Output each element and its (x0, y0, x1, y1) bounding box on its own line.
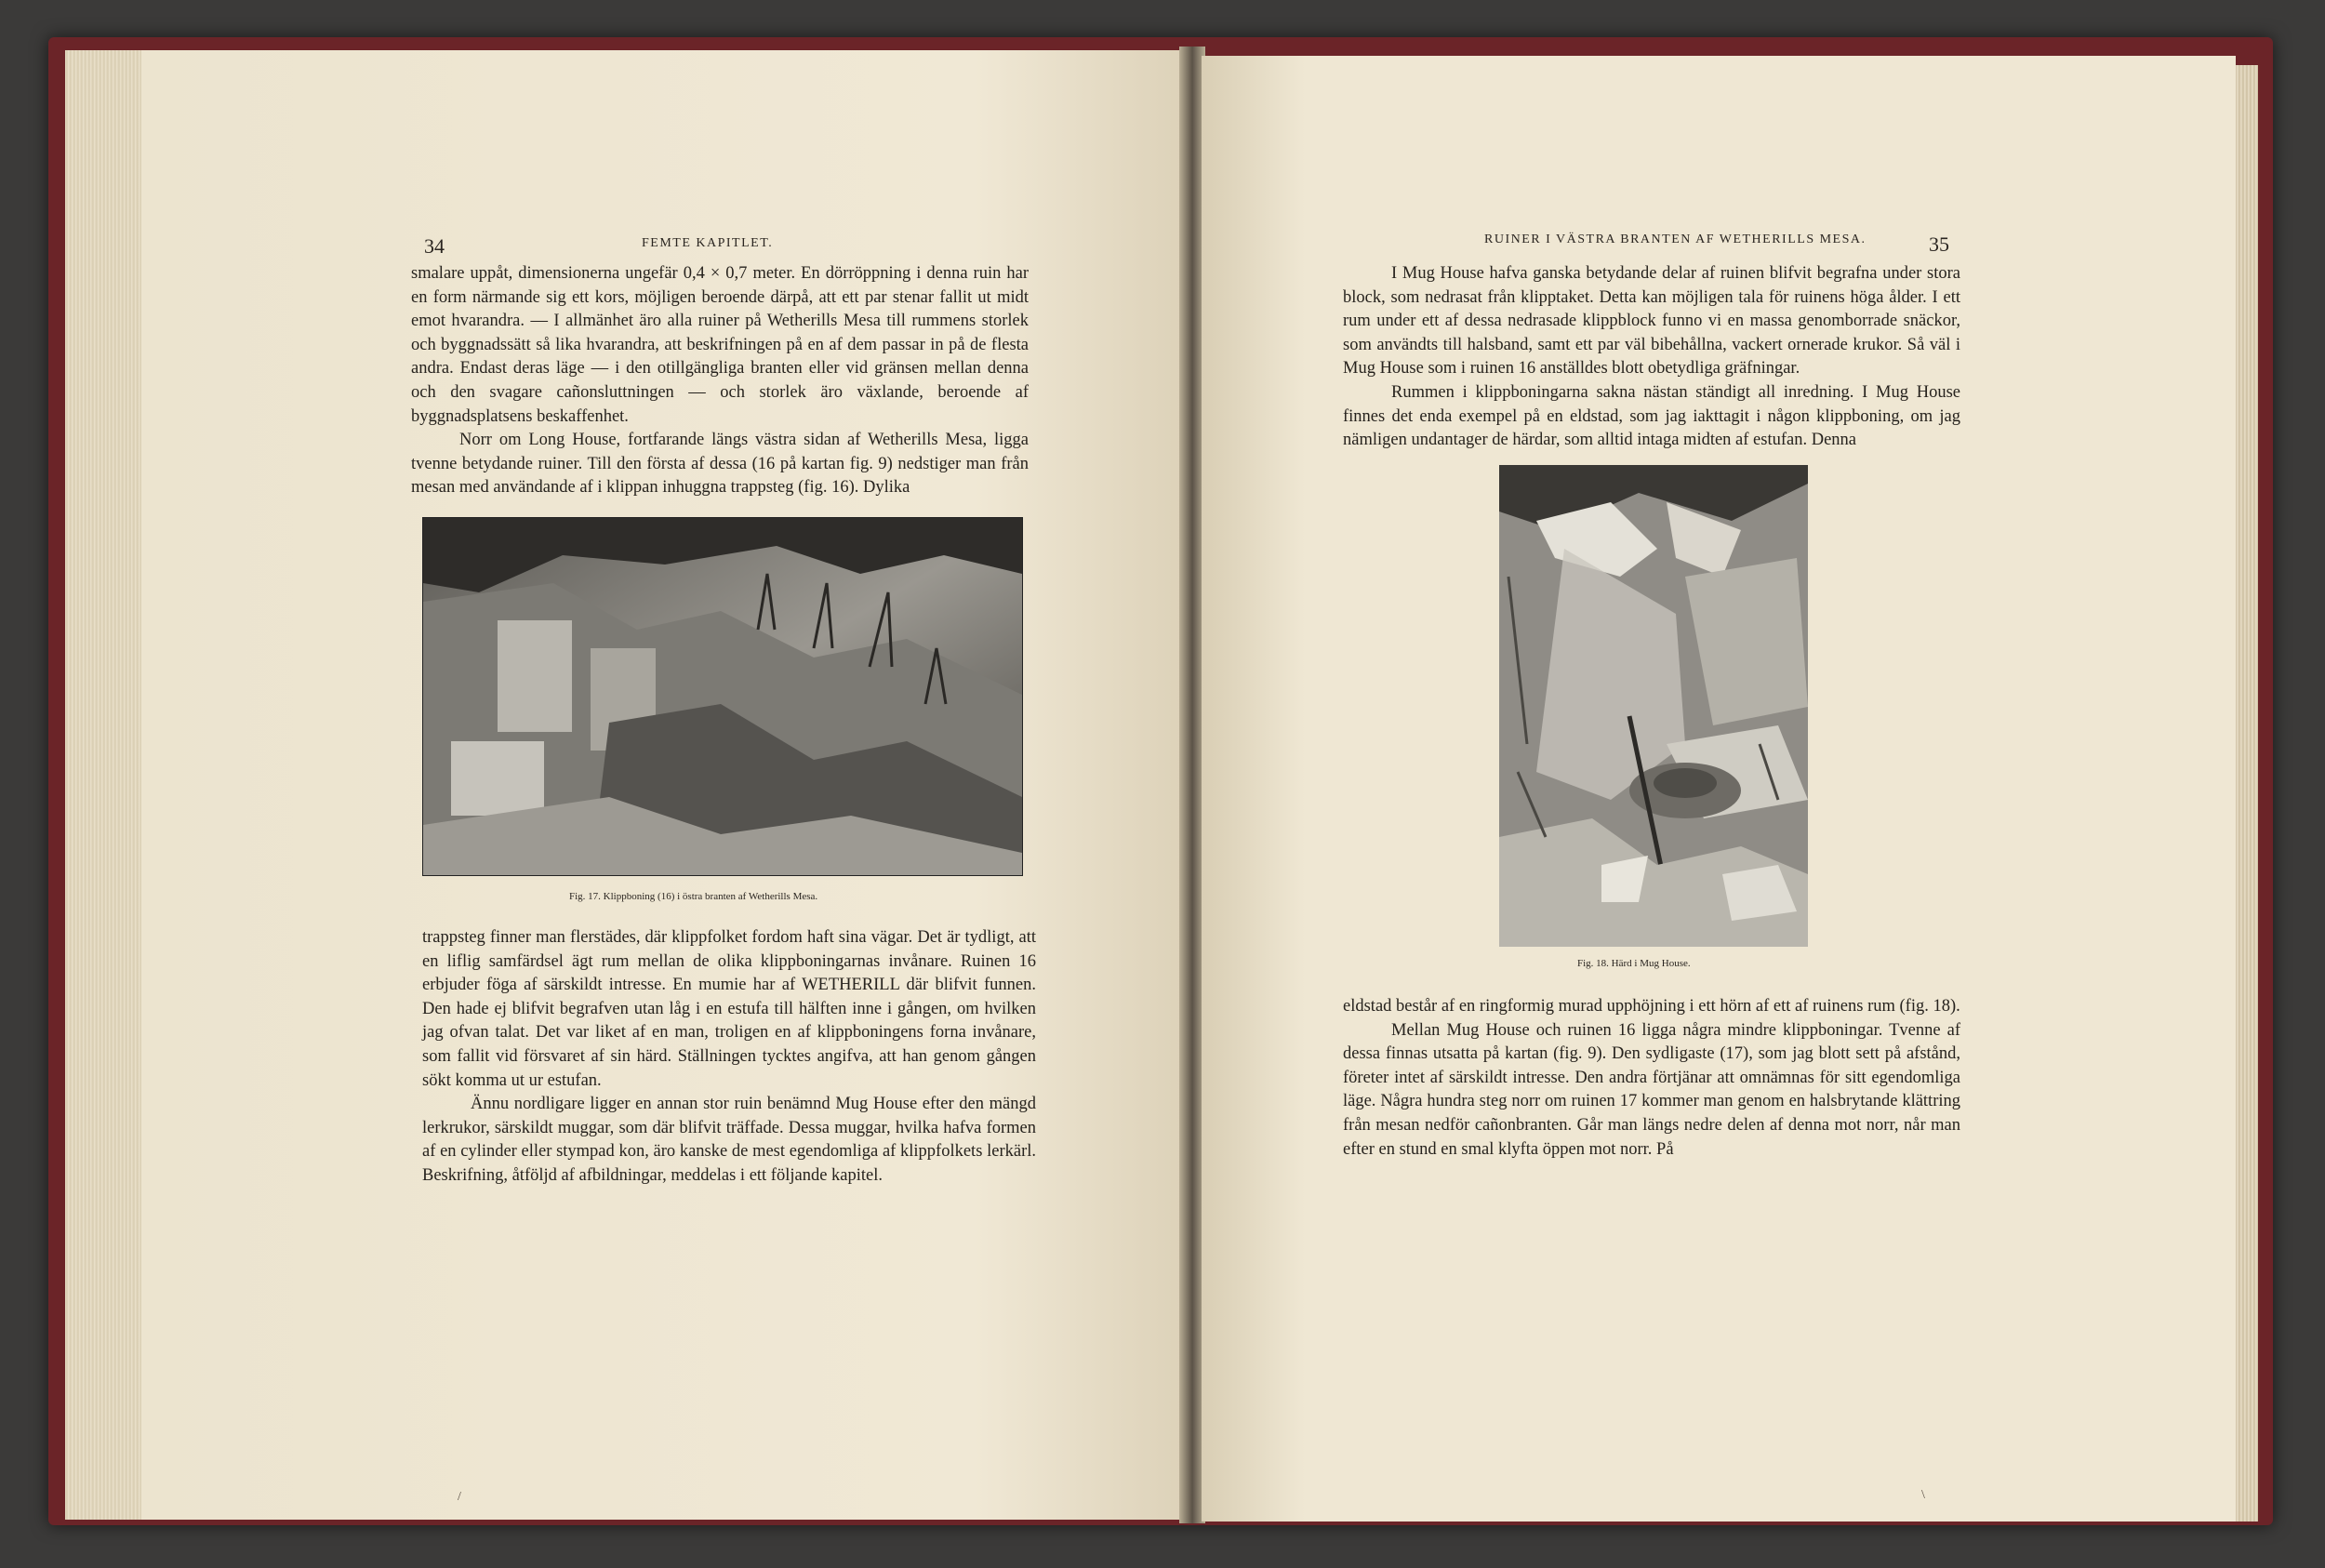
paragraph: Norr om Long House, fortfarande längs västra sidan af Wetherills Mesa, ligga tvenne betydande ruiner. Till den första af dessa (16 på kartan fig. 9) nedstiger man från mesan med användande af i klippan inhuggna trappsteg (fig. 16). Dylika (411, 431, 1029, 498)
paragraph: Mellan Mug House och ruinen 16 ligga några mindre klippboningar. Tvenne af dessa finnas utsatta på kartan (fig. 9). Den sydligaste (17), som jag blott sett på afstånd, företer intet af särskildt intresse. Den andra förtjänar att omnämnas för sitt egendomliga läge. Några hundra steg norr om ruinen 17 kommer man genom en halsbrytande klättring från mesan nedför cañonbranten. Går man längs nedre delen af denna mot norr, når man efter en stund en smal klyfta öppen mot norr. På (1343, 1020, 1960, 1159)
paragraph: eldstad består af en ringformig murad upphöjning i ett hörn af ett af ruinens rum (fig. 18). (1343, 997, 1960, 1016)
page-mark-left: / (458, 1490, 461, 1504)
right-text-top (1343, 262, 1960, 453)
left-text-top (411, 262, 1029, 500)
running-head-left: FEMTE KAPITLET. (642, 236, 774, 250)
paragraph: smalare uppåt, dimensionerna ungefär 0,4 × 0,7 meter. En dörröppning i denna ruin har en form närmande sig ett kors, möjligen beroende därpå, att ett par stenar fallit ut midt emot hvarandra. — I allmänhet äro alla ruiner på Wetherills Mesa till rummens storlek och byggnadssätt så lika hvarandra, att beskrifningen på en af dem passar in på de flesta andra. Endast deras läge — i den otillgängliga branten eller vid gränsen mellan denna och den svagare cañonsluttningen — och storlek äro växlande, beroende af byggnadsplatsens beskaffenhet. (411, 264, 1029, 426)
paragraph: trappsteg finner man flerstädes, där klippfolket fordom haft sina vägar. Det är tydligt, att en liflig samfärdsel ägt rum mellan de olika klippboningarnas invånare. Ruinen 16 erbjuder föga af särskildt intresse. En mumie har af WETHERILL där blifvit funnen. Den hade ej blifvit begrafven utan låg i en estufa till hälften inne i gången, om hvilken jag ofvan talat. Det var liket af en man, troligen en af klippboningens forna invånare, som fallit vid försvaret af sin härd. Ställningen tycktes angifva, att han genom gången sökt komma ut ur estufan. (422, 928, 1036, 1090)
figure-18-caption: Fig. 18. Härd i Mug House. (1577, 958, 1691, 969)
page-mark-right: \ (1921, 1488, 1925, 1502)
paragraph: I Mug House hafva ganska betydande delar af ruinen blifvit begrafna under stora block, som nedrasat från klipptaket. Detta kan möjligen tala för ruinens höga ålder. I ett rum under ett af dessa nedrasade klippblock funno vi en massa genomborrade snäckor, som användts till halsband, samt ett par väl bibehållna, vackert ornerade krukor. Så väl i Mug House som i ruinen 16 anställdes blott obetydliga gräfningar. (1343, 264, 1960, 379)
figure-17-caption: Fig. 17. Klippboning (16) i östra branten af Wetherills Mesa. (569, 891, 818, 902)
page-number-right: 35 (1929, 233, 1949, 256)
page-number-left: 34 (424, 234, 445, 258)
paragraph: Ännu nordligare ligger en annan stor ruin benämnd Mug House efter den mängd lerkrukor, särskildt muggar, som där blifvit träffade. Dessa muggar, hvilka hafva formen af en cylinder eller stympad kon, äro kanske de mest egendomliga af klippfolkets lerkärl. Beskrifning, åtföljd af afbildningar, meddelas i ett följande kapitel. (422, 1095, 1036, 1185)
page-edges-left (65, 50, 147, 1520)
running-head-right: RUINER I VÄSTRA BRANTEN AF WETHERILLS MESA. (1484, 233, 1867, 246)
right-text-bottom (1343, 995, 1960, 1162)
figure-17-photo (422, 517, 1023, 876)
paragraph: Rummen i klippboningarna sakna nästan ständigt all inredning. I Mug House finnes det enda exempel på en eldstad, som jag iakttagit i någon klippboning, om jag nämligen undantager de härdar, som alltid intaga midten af estufan. Denna (1343, 382, 1960, 450)
figure-18-engraving (1499, 465, 1808, 947)
left-text-bottom (422, 926, 1036, 1189)
